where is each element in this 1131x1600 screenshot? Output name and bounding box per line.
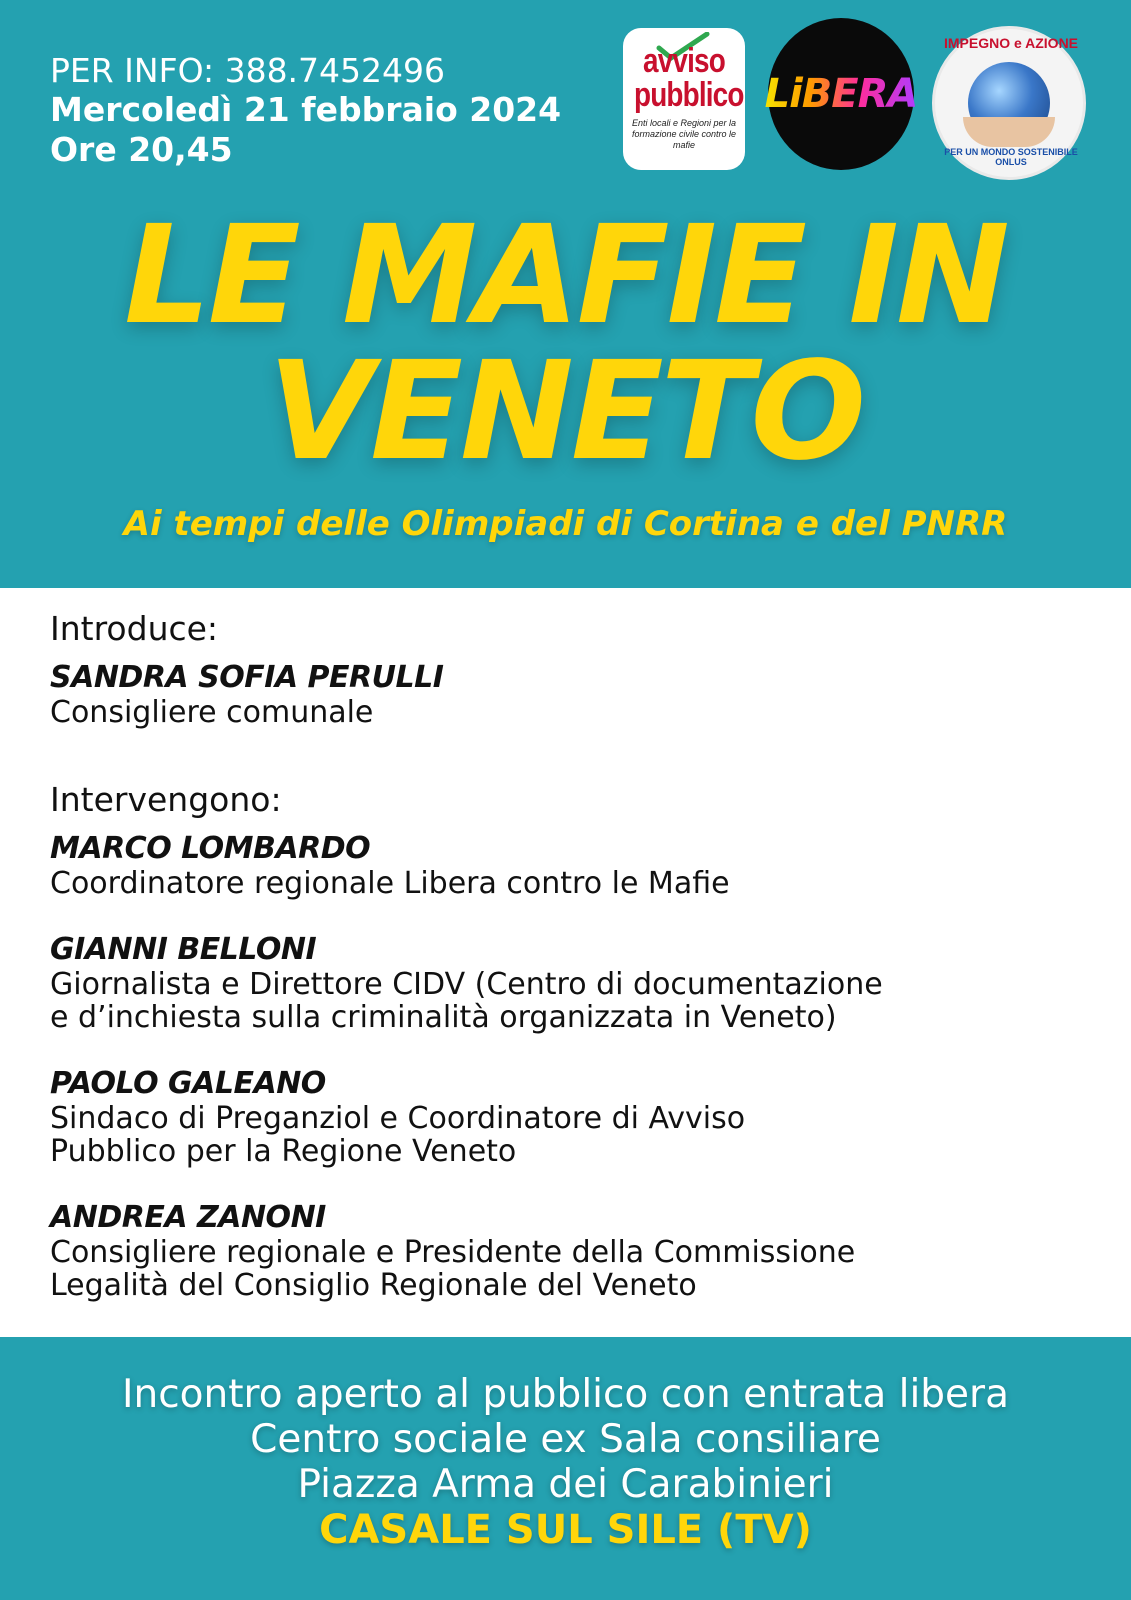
speaker-name: PAOLO GALEANO bbox=[50, 1066, 326, 1101]
event-time: Ore 20,45 bbox=[50, 130, 233, 169]
intro-label: Introduce: bbox=[50, 609, 219, 648]
speaker-role: Legalità del Consiglio Regionale del Veneto bbox=[50, 1268, 697, 1303]
info-phone: PER INFO: 388.7452496 bbox=[50, 51, 446, 90]
libera-wordmark: LiBERA bbox=[764, 71, 918, 117]
speaker-role: Consigliere regionale e Presidente della Commissione bbox=[50, 1235, 856, 1270]
pubblico-word: pubblico bbox=[633, 76, 744, 114]
speaker-name: ANDREA ZANONI bbox=[50, 1200, 326, 1235]
libera-logo bbox=[764, 18, 918, 170]
footer-place: CASALE SUL SILE (TV) bbox=[319, 1507, 812, 1553]
footer-banner bbox=[0, 1337, 1131, 1600]
speaker-item bbox=[50, 1066, 1090, 1168]
speaker-name: SANDRA SOFIA PERULLI bbox=[50, 660, 444, 695]
impegno-azione-logo bbox=[932, 26, 1086, 180]
speaker-item bbox=[50, 1200, 1090, 1302]
intro-speaker bbox=[50, 660, 1090, 729]
speaker-item bbox=[50, 932, 1090, 1034]
impegno-top-text: IMPEGNO e AZIONE bbox=[943, 35, 1079, 51]
speaker-name: MARCO LOMBARDO bbox=[50, 831, 371, 866]
speakers-label: Intervengono: bbox=[50, 780, 282, 819]
program-section bbox=[50, 610, 1090, 1302]
speaker-role: Giornalista e Direttore CIDV (Centro di documentazione bbox=[50, 967, 883, 1002]
footer-line-2: Centro sociale ex Sala consiliare bbox=[250, 1417, 881, 1462]
footer-line-1: Incontro aperto al pubblico con entrata libera bbox=[122, 1372, 1009, 1417]
main-title-line-1: LE MAFIE IN bbox=[124, 197, 1007, 355]
speaker-role: Consigliere comunale bbox=[50, 695, 374, 730]
avviso-word: avviso bbox=[643, 42, 725, 80]
speaker-role: e d’inchiesta sulla criminalità organizzata in Veneto) bbox=[50, 1000, 837, 1035]
event-info bbox=[50, 52, 561, 170]
subtitle: Ai tempi delle Olimpiadi di Cortina e del PNRR bbox=[123, 504, 1008, 544]
speaker-role: Sindaco di Preganziol e Coordinatore di Avviso bbox=[50, 1101, 746, 1136]
avviso-pubblico-logo bbox=[623, 28, 745, 170]
speaker-name: GIANNI BELLONI bbox=[50, 932, 317, 967]
header-banner bbox=[0, 0, 1131, 588]
footer-line-3: Piazza Arma dei Carabinieri bbox=[297, 1462, 834, 1507]
speaker-role: Coordinatore regionale Libera contro le Mafie bbox=[50, 866, 730, 901]
hands-icon bbox=[963, 117, 1055, 147]
avviso-tagline: Enti locali e Regioni per la formazione civile contro le mafie bbox=[631, 118, 737, 150]
event-date: Mercoledì 21 febbraio 2024 bbox=[50, 90, 562, 129]
main-title-line-2: VENETO bbox=[267, 333, 864, 491]
speaker-item bbox=[50, 831, 1090, 900]
speaker-role: Pubblico per la Regione Veneto bbox=[50, 1134, 517, 1169]
impegno-bottom-text: PER UN MONDO SOSTENIBILE ONLUS bbox=[944, 147, 1078, 167]
